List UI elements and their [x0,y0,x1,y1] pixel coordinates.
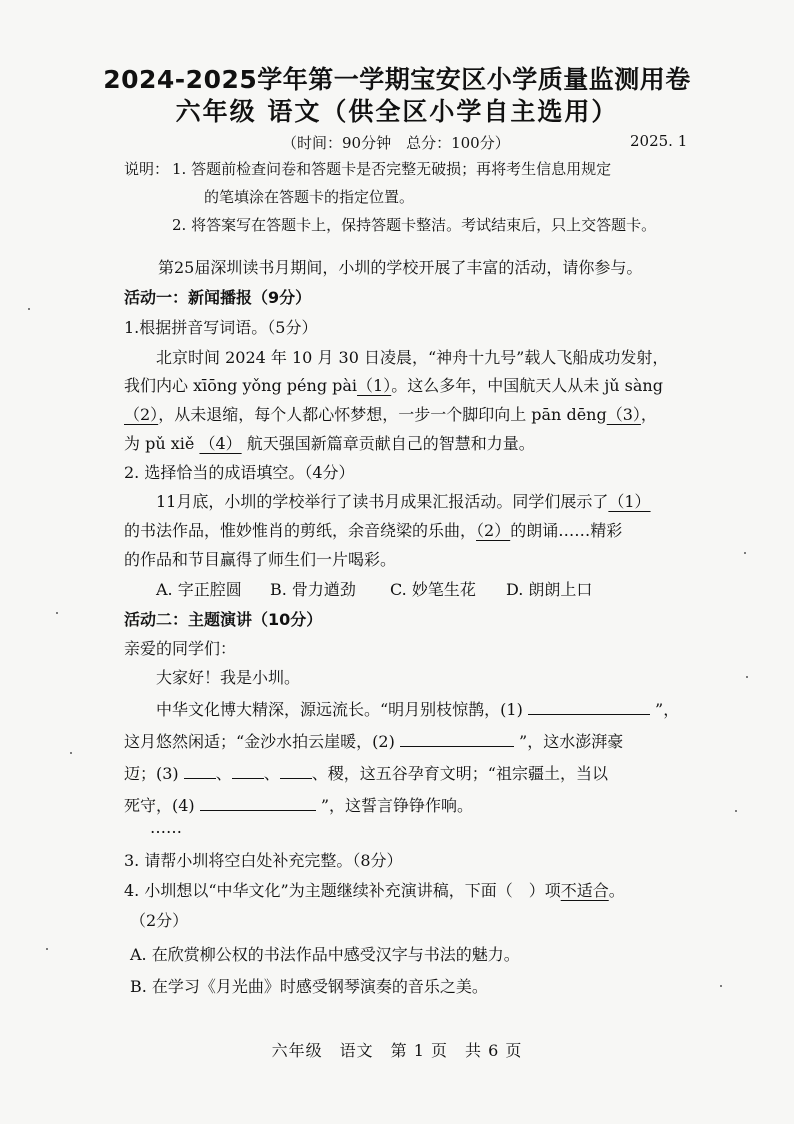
q1-text-2b: 。这么多年，中国航天人从未 jǔ sàng [391,376,663,395]
q1-blank-4: （4） [199,434,242,453]
scan-speck [744,552,746,554]
q4-emphasis: 不适合 [560,881,609,900]
q1-para-line1: 北京时间 2024 年 10 月 30 日凌晨，“神舟十九号”载人飞船成功发射， [156,348,669,367]
q2-text-2a: 的书法作品，惟妙惟肖的剪纸，余音绕梁的乐曲， [124,521,477,540]
q1-text-4a: 为 pǔ xiě [124,434,195,453]
speech-text-3b: 、稷，这五谷孕育文明；“祖宗疆土，当以 [311,764,608,783]
scan-speck [720,985,722,987]
exam-date: 2025. 1 [630,132,688,150]
q4-option-a: A. 在欣赏柳公权的书法作品中感受汉字与书法的魅力。 [130,945,520,964]
speech-blank-4 [200,792,316,811]
speech-blank-3a [184,760,216,779]
activity2-heading: 活动二：主题演讲（10分） [124,610,323,629]
speech-sep-2: 、 [263,764,280,783]
instruction-1b: 的笔填涂在答题卡的指定位置。 [204,188,415,206]
q2-blank-1: （1） [608,492,651,511]
q1-para-line4 [124,431,535,454]
q2-title: 2. 选择恰当的成语填空。（4分） [124,463,355,482]
q1-para-line3 [124,402,657,425]
q1-blank-2: （2） [124,405,159,424]
scan-speck [46,948,48,950]
scan-speck [70,752,72,754]
q2-blank-2: （2） [476,521,511,540]
q2-option-c: C. 妙笔生花 [390,580,476,599]
instruction-1a: 1. 答题前检查问卷和答题卡是否完整无破损；再将考生信息用规定 [172,160,612,178]
q1-text-3a: ，从未退缩，每个人都心怀梦想，一步一个脚印向上 pān dēng [158,405,607,424]
speech-text-1b: ”， [655,700,680,719]
speech-text-2a: 这月悠然闲适；“金沙水拍云崖暖，(2) [124,732,395,751]
scan-speck [735,810,737,812]
q2-text-2b: 的朗诵……精彩 [510,521,623,540]
q2-para-line2 [124,518,622,541]
speech-greeting: 亲爱的同学们： [124,639,237,658]
q4-score: （2分） [130,911,189,930]
q2-option-d: D. 朗朗上口 [506,580,593,599]
speech-text-4a: 死守，(4) [124,796,195,815]
speech-hello: 大家好！我是小圳。 [156,668,301,687]
time-info: （时间：90分钟 总分：100分） [282,134,510,152]
speech-line2 [124,728,623,752]
speech-text-1a: 中华文化博大精深，源远流长。“明月别枝惊鹊，(1) [156,700,523,719]
speech-text-4b: ”，这誓言铮铮作响。 [320,796,474,815]
speech-line1 [156,696,679,720]
q4-text [124,878,625,901]
q1-text-2a: 我们内心 xīōng yǒng péng pài [124,376,358,395]
speech-text-3a: 迈；(3) [124,764,179,783]
speech-blank-1 [528,696,650,715]
q1-para-line2 [124,373,663,396]
q2-option-b: B. 骨力遒劲 [270,580,356,599]
q1-title: 1.根据拼音写词语。（5分） [124,318,318,337]
activity1-heading: 活动一：新闻播报（9分） [124,288,312,307]
speech-blank-2 [400,728,514,747]
speech-line3 [124,760,608,784]
q2-para-line1 [156,489,651,512]
speech-blank-3c [280,760,312,779]
instruction-2: 2. 将答案写在答题卡上，保持答题卡整洁。考试结束后，只上交答题卡。 [172,216,657,234]
q2-option-a: A. 字正腔圆 [156,580,242,599]
scan-speck [28,308,30,310]
intro-text: 第25届深圳读书月期间，小圳的学校开展了丰富的活动，请你参与。 [158,258,643,277]
q2-para-line3: 的作品和节目赢得了师生们一片喝彩。 [124,550,397,569]
q4-text-a: 4. 小圳想以“中华文化”为主题继续补充演讲稿，下面（ ）项 [124,881,561,900]
speech-ellipsis: …… [150,818,182,837]
q4-option-b: B. 在学习《月光曲》时感受钢琴演奏的音乐之美。 [130,977,488,996]
scan-speck [56,612,58,614]
exam-title: 2024-2025学年第一学期宝安区小学质量监测用卷 [103,65,691,94]
q1-blank-1: （1） [357,376,392,395]
q1-blank-3: （3） [606,405,641,424]
page-footer: 六年级 语文 第 1 页 共 6 页 [271,1041,523,1060]
q4-text-c: 。 [608,881,625,900]
speech-blank-3b [232,760,264,779]
q3-text: 3. 请帮小圳将空白处补充完整。（8分） [124,851,403,870]
speech-text-2b: ”，这水澎湃豪 [519,732,624,751]
scan-speck [746,676,748,678]
exam-subtitle: 六年级 语文（供全区小学自主选用） [175,97,619,126]
speech-line4 [124,792,473,816]
instructions-label: 说明： [124,160,170,178]
q2-text-1a: 11月底，小圳的学校举行了读书月成果汇报活动。同学们展示了 [156,492,609,511]
speech-sep-1: 、 [215,764,232,783]
q1-text-4b: 航天强国新篇章贡献自己的智慧和力量。 [246,434,535,453]
q1-text-3b: ， [640,405,657,424]
